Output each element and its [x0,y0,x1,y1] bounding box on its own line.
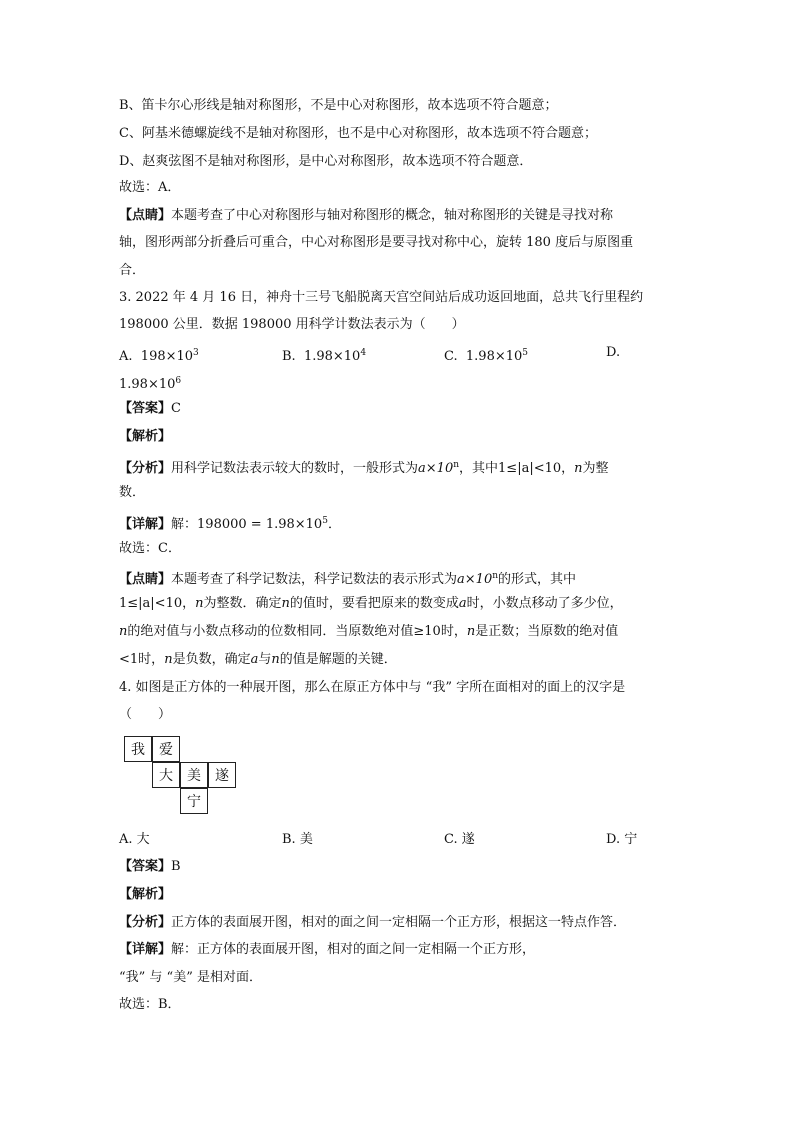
net-cell-4: 美 [180,762,208,788]
net-cell-3: 大 [152,762,180,788]
q4-option-b: B. 美 [282,832,313,847]
choice-line: 故选：A． [119,180,181,195]
q4-detail-line-2: “我” 与 “美” 是相对面． [119,970,262,985]
q3-option-b: B. $1.98\times 10^4$ [282,348,367,364]
net-cell-2: 爱 [152,736,180,762]
q4-option-d: D. 宁 [606,832,638,847]
q3-answer: 【答案】C [119,401,181,416]
q3-analysis-tag: 【解析】 [119,429,172,444]
q4-answer: 【答案】B [119,859,181,874]
q4-analysis: 【分析】正方体的表面展开图，相对的面之间一定相隔一个正方形，根据这一特点作答． [119,915,627,930]
note-line-1: 【点睛】本题考查了中心对称图形与轴对称图形的概念，轴对称图形的关键是寻找对称 [119,208,614,223]
q4-option-c: C. 遂 [444,832,475,847]
option-d-explanation: D、赵爽弦图不是轴对称图形，是中心对称图形，故本选项不符合题意． [119,154,533,169]
q3-note-line-2: 1≤|a|<10，n为整数．确定n的值时，要看把原来的数变成a时，小数点移动了多少位， [119,596,623,611]
net-cell-1: 我 [124,736,152,762]
q4-detail-line-1: 【详解】解：正方体的表面展开图，相对的面之间一定相隔一个正方形， [119,942,536,957]
q3-option-c: C. $1.98\times 10^5$ [444,348,529,364]
q3-option-a: A. $198\times 10^3$ [119,348,199,364]
q3-analysis-line-2: 数． [119,485,146,500]
note-tag: 【点睛】 [119,208,172,223]
note-line-3: 合． [119,263,146,278]
q3-detail: 【详解】解：$198000 = 1.98\times 10^5$． [119,516,341,532]
q3-note-line-3: n的绝对值与小数点移动的位数相同．当原数绝对值≥10时，n是正数；当原数的绝对值 [119,624,619,639]
q4-option-a: A. 大 [119,832,150,847]
q4-choice: 故选：B． [119,997,181,1012]
q4-stem-line-1: 4. 如图是正方体的一种展开图，那么在原正方体中与 “我” 字所在面相对的面上的汉字是 [119,680,626,695]
q3-stem-line-2: 198000 公里．数据 198000 用科学计数法表示为（ ） [119,317,465,332]
q4-stem-line-2: （ ） [119,707,172,722]
option-c-explanation: C、阿基米德螺旋线不是轴对称图形，也不是中心对称图形，故本选项不符合题意； [119,126,597,141]
q3-choice: 故选：C． [119,541,181,556]
q3-note-line-1: 【点睛】本题考查了科学记数法，科学记数法的表示形式为$a\times 10^n$的形式，其中 [119,571,577,587]
q3-note-line-4: <1时，n是负数，确定a与n的值是解题的关键． [119,652,397,667]
q4-analysis-tag: 【解析】 [119,887,172,902]
q3-stem-line-1: 3. 2022 年 4 月 16 日，神舟十三号飞船脱离天宫空间站后成功返回地面，总共飞行里程约 [119,290,644,305]
q3-option-d-label: D. [606,345,621,360]
note-line-2: 轴，图形两部分折叠后可重合，中心对称图形是要寻找对称中心，旋转 180 度后与原图重 [119,235,634,250]
net-cell-6: 宁 [180,788,208,814]
net-cell-5: 遂 [208,762,236,788]
q3-option-d: $1.98\times 10^6$ [119,376,182,392]
option-b-explanation: B、笛卡尔心形线是轴对称图形，不是中心对称图形，故本选项不符合题意； [119,98,558,113]
q3-analysis-line-1: 【分析】用科学记数法表示较大的数时，一般形式为$a\times 10^n$，其中1≤|a|<10，n为整 [119,460,609,476]
